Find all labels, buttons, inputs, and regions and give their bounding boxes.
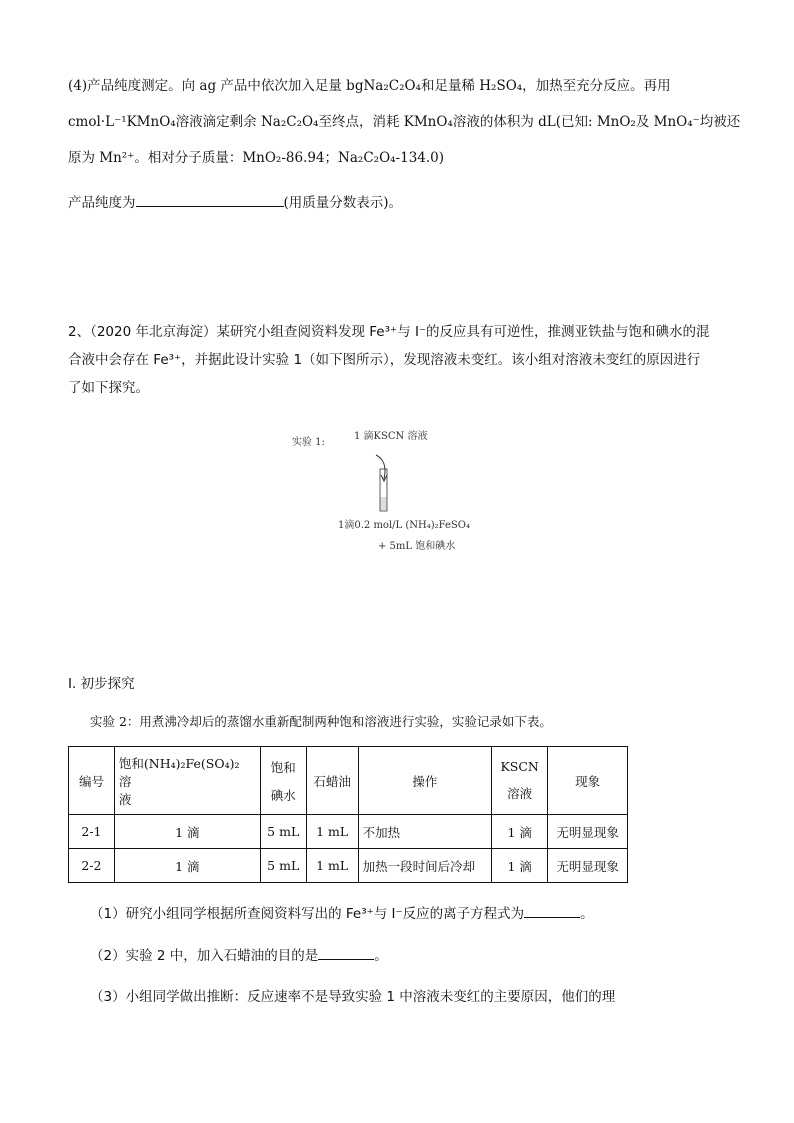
question-2-text: （2）实验 2 中，加入石蜡油的目的是 bbox=[90, 948, 319, 964]
row2-iodine-water: 5 mL bbox=[260, 849, 306, 883]
test-tube-liquid bbox=[381, 497, 387, 510]
header-col6-line-a: KSCN bbox=[500, 759, 539, 774]
header-kscn bbox=[492, 747, 548, 815]
row1-phenomenon: 无明显现象 bbox=[548, 815, 628, 849]
experiment-2-table bbox=[68, 746, 628, 883]
diagram-reagent-top: 1 滴KSCN 溶液 bbox=[354, 431, 428, 442]
experiment-1-diagram bbox=[280, 425, 480, 560]
diagram-reagent-bottom-1: 1滴0.2 mol/L (NH₄)₂FeSO₄ bbox=[338, 520, 470, 531]
row2-fe-solution: 1 滴 bbox=[114, 849, 260, 883]
row2-paraffin: 1 mL bbox=[306, 849, 358, 883]
table-header-row bbox=[69, 747, 628, 815]
table-row bbox=[69, 849, 628, 883]
section-heading: I. 初步探究 bbox=[68, 676, 135, 692]
row1-paraffin: 1 mL bbox=[306, 815, 358, 849]
experiment-2-intro: 实验 2：用煮沸冷却后的蒸馏水重新配制两种饱和溶液进行实验，实验记录如下表。 bbox=[90, 714, 552, 729]
header-number: 编号 bbox=[69, 747, 115, 815]
dropper-arrow bbox=[376, 455, 385, 479]
question-3: （3）小组同学做出推断：反应速率不是导致实验 1 中溶液未变红的主要原因，他们的理 bbox=[90, 989, 616, 1005]
question-1-end: 。 bbox=[580, 906, 594, 922]
header-col3-line-b: 碘水 bbox=[270, 787, 296, 803]
row1-kscn: 1 滴 bbox=[492, 815, 548, 849]
header-col6-line-b: 溶液 bbox=[507, 786, 533, 801]
purity-answer-blank[interactable] bbox=[136, 192, 284, 207]
question-1-answer-blank[interactable] bbox=[524, 903, 580, 918]
header-operation: 操作 bbox=[358, 747, 492, 815]
header-iodine-water bbox=[260, 747, 306, 815]
purity-suffix: (用质量分数表示)。 bbox=[283, 195, 403, 211]
row1-operation: 不加热 bbox=[358, 815, 492, 849]
header-ammonium-iron-sulfate bbox=[114, 747, 260, 815]
row1-iodine-water: 5 mL bbox=[260, 815, 306, 849]
q2-line-3: 了如下探究。 bbox=[68, 380, 149, 396]
header-col3-line-a: 饱和 bbox=[270, 759, 296, 775]
table-row bbox=[69, 815, 628, 849]
header-col2-line-b: 液 bbox=[118, 791, 132, 807]
q4-purity-line bbox=[68, 192, 402, 213]
q4-line-1: (4)产品纯度测定。向 ag 产品中依次加入足量 bgNa₂C₂O₄和足量稀 H₂SO₄，加热至充分反应。再用 bbox=[68, 78, 671, 94]
header-paraffin-oil: 石蜡油 bbox=[306, 747, 358, 815]
q4-line-3: 原为 Mn²⁺。相对分子质量：MnO₂-86.94；Na₂C₂O₄-134.0) bbox=[68, 150, 445, 166]
header-col2-line-a: 饱和(NH₄)₂Fe(SO₄)₂ 溶 bbox=[118, 755, 240, 789]
diagram-reagent-bottom-2: + 5mL 饱和碘水 bbox=[378, 541, 456, 552]
diagram-label: 实验 1: bbox=[292, 437, 325, 448]
row2-operation: 加热一段时间后冷却 bbox=[358, 849, 492, 883]
question-1-text: （1）研究小组同学根据所查阅资料写出的 Fe³⁺与 I⁻反应的离子方程式为 bbox=[90, 906, 525, 922]
row2-number: 2-2 bbox=[69, 849, 115, 883]
question-1 bbox=[90, 903, 594, 924]
row2-phenomenon: 无明显现象 bbox=[548, 849, 628, 883]
row1-number: 2-1 bbox=[69, 815, 115, 849]
question-2-end: 。 bbox=[374, 948, 388, 964]
q2-line-2: 合液中会存在 Fe³⁺，并据此设计实验 1（如下图所示），发现溶液未变红。该小组对溶液未变红的原因进行 bbox=[68, 352, 701, 368]
q4-line-2: cmol·L⁻¹KMnO₄溶液滴定剩余 Na₂C₂O₄至终点，消耗 KMnO₄溶液的体积为 dL(已知: MnO₂及 MnO₄⁻均被还 bbox=[68, 114, 741, 130]
question-2 bbox=[90, 945, 388, 966]
q2-line-1: 2、（2020 年北京海淀）某研究小组查阅资料发现 Fe³⁺与 I⁻的反应具有可逆性，推测亚铁盐与饱和碘水的混 bbox=[68, 324, 710, 340]
row2-kscn: 1 滴 bbox=[492, 849, 548, 883]
header-phenomenon: 现象 bbox=[548, 747, 628, 815]
row1-fe-solution: 1 滴 bbox=[114, 815, 260, 849]
question-2-answer-blank[interactable] bbox=[318, 945, 374, 960]
purity-prefix: 产品纯度为 bbox=[68, 195, 136, 211]
